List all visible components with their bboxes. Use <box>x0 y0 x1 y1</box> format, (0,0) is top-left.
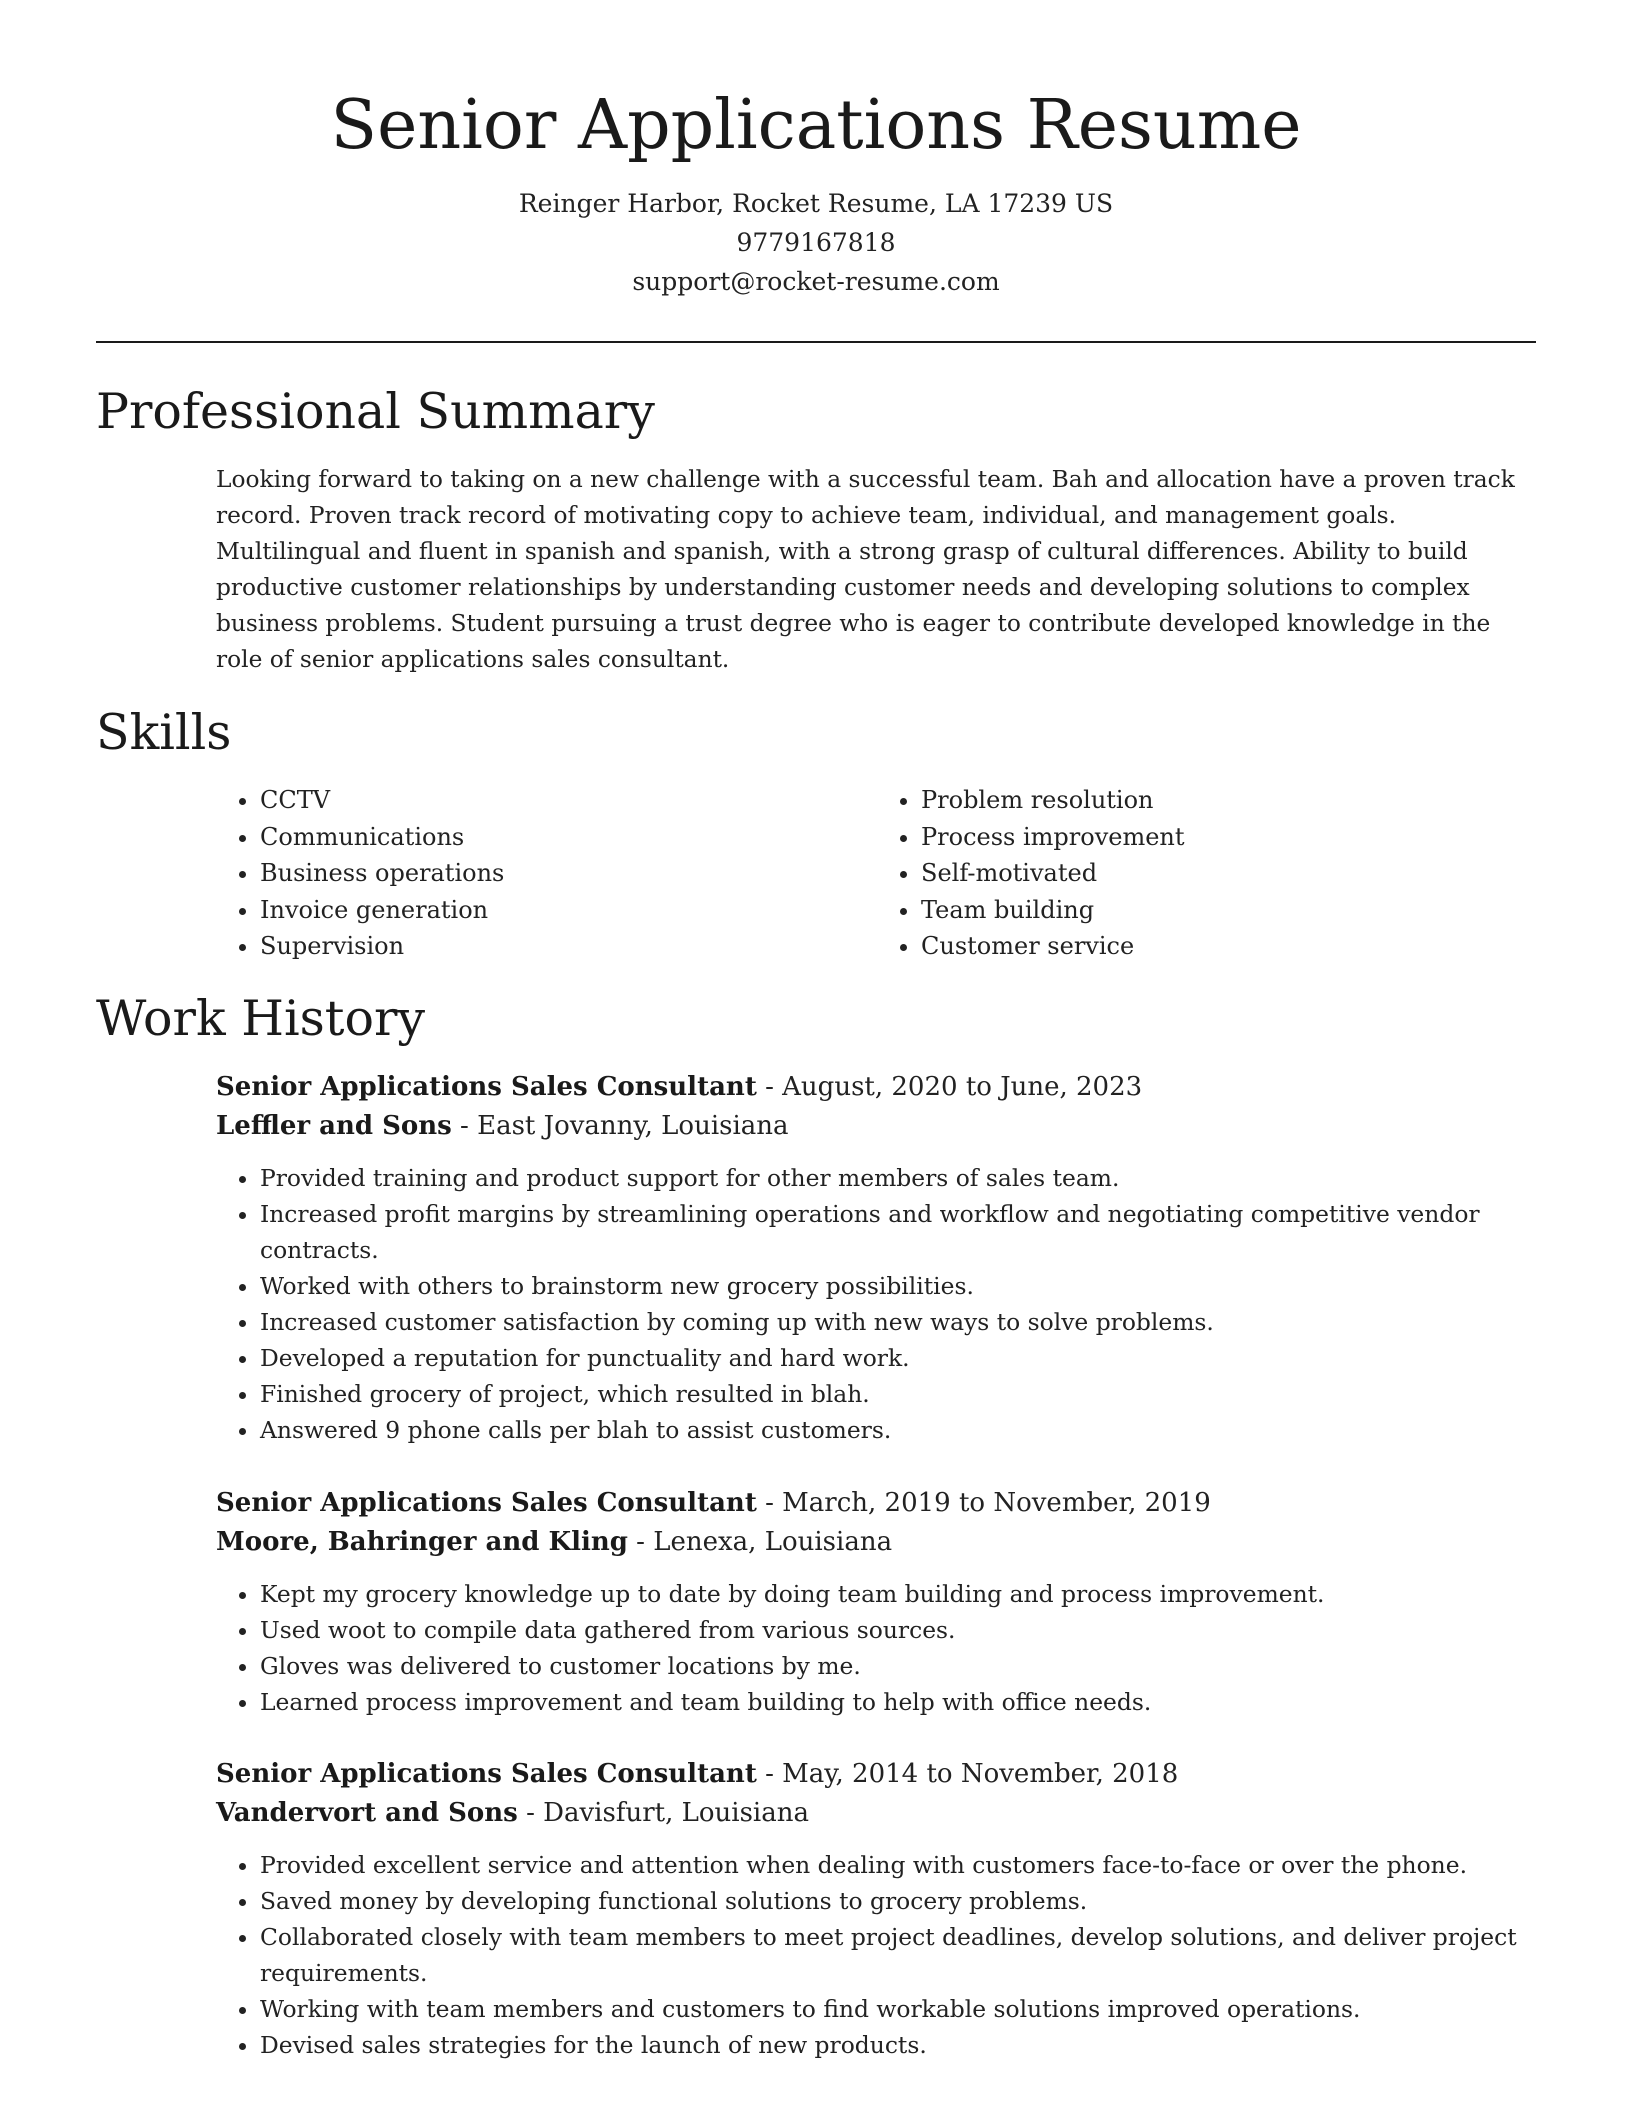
job-bullet: • Developed a reputation for punctuality and hard work. <box>260 1340 1538 1376</box>
job-bullet: • Devised sales strategies for the launch of new products. <box>260 2027 1538 2063</box>
resume-name: Senior Applications Resume <box>330 86 1302 165</box>
job-entry <box>216 1755 1538 2063</box>
job-bullet: • Used woot to compile data gathered from various sources. <box>260 1612 1538 1648</box>
summary-heading: Professional Summary <box>96 383 655 440</box>
job-bullet: • Saved money by developing functional solutions to grocery problems. <box>260 1883 1538 1919</box>
skill-item: • Team building <box>921 892 1538 929</box>
contact-email: support@rocket-resume.com <box>632 267 1000 296</box>
job-bullets <box>216 1160 1538 1448</box>
job-bullet: • Gloves was delivered to customer locations by me. <box>260 1648 1538 1684</box>
skill-item: • Self-motivated <box>921 855 1538 892</box>
header-divider <box>96 341 1536 343</box>
job-bullet: • Kept my grocery knowledge up to date by doing team building and process improvement. <box>260 1576 1538 1612</box>
skills-column-right <box>877 782 1538 965</box>
job-title: Senior Applications Sales Consultant <box>216 1488 757 1518</box>
job-entry <box>216 1068 1538 1448</box>
job-dates: - March, 2019 to November, 2019 <box>756 1488 1211 1518</box>
contact-phone: 9779167818 <box>736 228 896 257</box>
job-title-line <box>216 1484 1538 1523</box>
job-company-line <box>216 1107 1538 1146</box>
job-bullet: • Provided excellent service and attention when dealing with customers face-to-face or over the phone. <box>260 1847 1538 1883</box>
contact-address: Reinger Harbor, Rocket Resume, LA 17239 US <box>518 189 1114 218</box>
skill-item: • Business operations <box>260 855 877 892</box>
job-bullet: • Increased profit margins by streamlining operations and workflow and negotiating competitive vendor contracts. <box>260 1196 1538 1268</box>
job-bullet: • Learned process improvement and team building to help with office needs. <box>260 1684 1538 1720</box>
job-location: - Lenexa, Louisiana <box>627 1527 893 1557</box>
job-dates: - May, 2014 to November, 2018 <box>756 1759 1179 1789</box>
skill-item: • Process improvement <box>921 819 1538 856</box>
job-location: - East Jovanny, Louisiana <box>451 1111 789 1141</box>
job-title: Senior Applications Sales Consultant <box>216 1072 757 1102</box>
skills-column-left <box>216 782 877 965</box>
work-history-heading: Work History <box>96 990 426 1047</box>
skill-item: • Communications <box>260 819 877 856</box>
job-bullet: • Collaborated closely with team members to meet project deadlines, develop solutions, and deliver project requirements. <box>260 1919 1538 1991</box>
resume-header <box>0 0 1632 301</box>
job-bullet: • Finished grocery of project, which resulted in blah. <box>260 1376 1538 1412</box>
job-bullet: • Increased customer satisfaction by coming up with new ways to solve problems. <box>260 1304 1538 1340</box>
skill-item: • Supervision <box>260 928 877 965</box>
contact-block <box>0 184 1632 301</box>
skill-item: • Customer service <box>921 928 1538 965</box>
summary-text: Looking forward to taking on a new challenge with a successful team. Bah and allocation have a proven track record. Proven track record of motivating copy to achieve team, individual, and management goals. Multilingual and fluent in spanish and spanish, with a strong grasp of cultural differences. Ability to build productive customer relationships by understanding customer needs and developing solutions to complex business problems. Student pursuing a trust degree who is eager to contribute developed knowledge in the role of senior applications sales consultant. <box>216 466 1515 673</box>
job-dates: - August, 2020 to June, 2023 <box>756 1072 1143 1102</box>
job-title-line <box>216 1068 1538 1107</box>
skills-list <box>216 782 1538 965</box>
skills-heading: Skills <box>96 704 232 761</box>
job-title-line <box>216 1755 1538 1794</box>
job-bullet: • Provided training and product support for other members of sales team. <box>260 1160 1538 1196</box>
job-company-line <box>216 1523 1538 1562</box>
job-title: Senior Applications Sales Consultant <box>216 1759 757 1789</box>
job-bullet: • Worked with others to brainstorm new grocery possibilities. <box>260 1268 1538 1304</box>
job-company: Leffler and Sons <box>216 1111 452 1141</box>
job-bullet: • Answered 9 phone calls per blah to assist customers. <box>260 1412 1538 1448</box>
job-bullets <box>216 1576 1538 1720</box>
job-company: Moore, Bahringer and Kling <box>216 1527 628 1557</box>
skill-item: • Problem resolution <box>921 782 1538 819</box>
job-company-line <box>216 1794 1538 1833</box>
skill-item: • Invoice generation <box>260 892 877 929</box>
job-location: - Davisfurt, Louisiana <box>517 1798 809 1828</box>
job-entry <box>216 1484 1538 1720</box>
job-bullets <box>216 1847 1538 2063</box>
job-bullet: • Working with team members and customers to find workable solutions improved operations. <box>260 1991 1538 2027</box>
skill-item: • CCTV <box>260 782 877 819</box>
job-company: Vandervort and Sons <box>216 1798 518 1828</box>
